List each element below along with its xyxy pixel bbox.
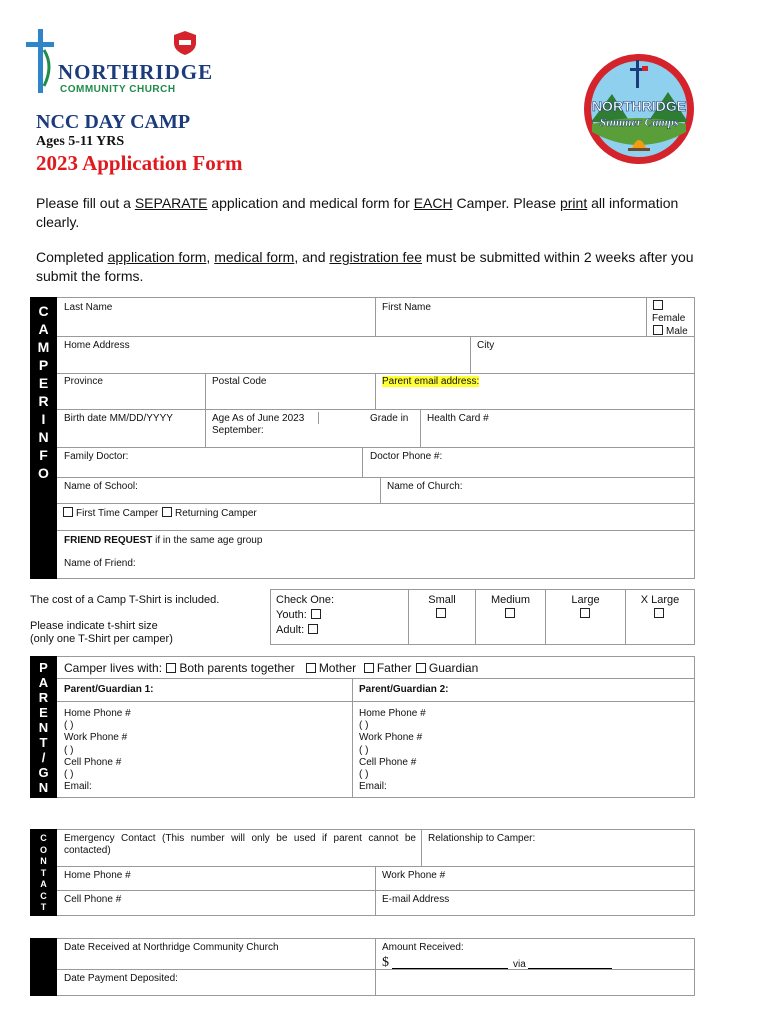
church-logo xyxy=(24,26,214,98)
badge-title: NORTHRIDGE xyxy=(591,98,687,114)
father-checkbox[interactable] xyxy=(364,663,374,673)
amount-received-label: Amount Received: xyxy=(382,942,464,953)
large-checkbox[interactable] xyxy=(580,608,590,618)
both-parents-checkbox[interactable] xyxy=(166,663,176,673)
parent-2-fields[interactable]: Home Phone # ( ) Work Phone # ( ) Cell Phone # ( ) Email: xyxy=(359,708,426,793)
school-field[interactable]: Name of School: xyxy=(64,481,138,492)
parent-1-heading: Parent/Guardian 1: xyxy=(64,684,154,695)
parent-1-fields[interactable]: Home Phone # ( ) Work Phone # ( ) Cell Phone # ( ) Email: xyxy=(64,708,131,793)
emergency-contact-field[interactable]: Emergency Contact (This number will only be used if parent cannot be contacted) xyxy=(64,833,416,856)
size-large[interactable]: Large xyxy=(546,593,625,621)
size-xlarge[interactable]: X Large xyxy=(626,593,694,621)
salvation-army-shield-icon xyxy=(172,30,198,56)
september-label: September: xyxy=(212,425,264,436)
contact-home-phone-field[interactable]: Home Phone # xyxy=(64,870,131,881)
health-card-field[interactable]: Health Card # xyxy=(427,413,489,424)
returning-label: Returning Camper xyxy=(175,508,257,519)
medium-checkbox[interactable] xyxy=(505,608,515,618)
camp-title: NCC DAY CAMP xyxy=(36,111,191,133)
parent-2-heading: Parent/Guardian 2: xyxy=(359,684,449,695)
gender-options xyxy=(652,300,688,338)
camper-info-label: C A M P E R I N F O xyxy=(37,303,50,481)
xlarge-checkbox[interactable] xyxy=(654,608,664,618)
badge-subtitle: Summer Camps xyxy=(599,115,679,129)
friend-request-label: FRIEND REQUEST if in the same age group xyxy=(64,535,263,546)
first-time-label: First Time Camper xyxy=(76,508,159,519)
last-name-field[interactable]: Last Name xyxy=(64,302,113,313)
contact-work-phone-field[interactable]: Work Phone # xyxy=(382,870,446,881)
form-title: 2023 Application Form xyxy=(36,151,243,175)
dollar-sign: $ xyxy=(382,955,389,970)
via-label: via xyxy=(513,959,526,970)
amount-input-line[interactable] xyxy=(392,968,508,969)
city-field[interactable]: City xyxy=(477,340,495,351)
office-sidebar xyxy=(30,938,57,996)
youth-checkbox[interactable] xyxy=(311,609,321,619)
doctor-phone-field[interactable]: Doctor Phone #: xyxy=(370,451,443,462)
via-input-line[interactable] xyxy=(528,968,612,969)
church-field[interactable]: Name of Church: xyxy=(387,481,463,492)
logo-subname: COMMUNITY CHURCH xyxy=(60,84,176,95)
mother-checkbox[interactable] xyxy=(306,663,316,673)
friend-name-field[interactable]: Name of Friend: xyxy=(64,558,136,569)
adult-checkbox[interactable] xyxy=(308,624,318,634)
camper-status xyxy=(62,507,257,519)
contact-label: C O N T A C T xyxy=(39,833,47,912)
age-label: Age As of June 2023 xyxy=(212,413,305,424)
female-label: Female xyxy=(652,313,686,324)
relationship-field[interactable]: Relationship to Camper: xyxy=(428,833,536,844)
date-received-field[interactable]: Date Received at Northridge Community Church xyxy=(64,942,279,953)
family-doctor-field[interactable]: Family Doctor: xyxy=(64,451,129,462)
summer-camps-badge xyxy=(582,52,696,166)
age-range: Ages 5-11 YRS xyxy=(36,134,125,149)
first-name-field[interactable]: First Name xyxy=(382,302,431,313)
parent-email-field[interactable]: Parent email address: xyxy=(382,376,480,387)
size-medium[interactable]: Medium xyxy=(476,593,545,621)
contact-email-field[interactable]: E-mail Address xyxy=(382,894,450,905)
returning-checkbox[interactable] xyxy=(162,507,172,517)
date-deposited-field[interactable]: Date Payment Deposited: xyxy=(64,973,178,984)
female-checkbox[interactable] xyxy=(653,300,663,310)
logo-name: NORTHRIDGE xyxy=(58,60,214,84)
guardian-checkbox[interactable] xyxy=(416,663,426,673)
province-field[interactable]: Province xyxy=(64,376,103,387)
birth-date-field[interactable]: Birth date MM/DD/YYYY xyxy=(64,413,173,424)
tshirt-age-group: Check One: Youth: Adult: xyxy=(276,594,335,636)
lives-with-row: Camper lives with: Both parents together Mother Father Guardian xyxy=(64,661,479,675)
home-address-field[interactable]: Home Address xyxy=(64,340,130,351)
size-small[interactable]: Small xyxy=(409,593,475,621)
tshirt-info: The cost of a Camp T-Shirt is included. Please indicate t-shirt size (only one T-Shirt per camper) xyxy=(30,594,220,645)
first-time-checkbox[interactable] xyxy=(63,507,73,517)
grade-field[interactable]: Grade in xyxy=(370,413,409,424)
age-field[interactable] xyxy=(212,413,304,437)
contact-cell-phone-field[interactable]: Cell Phone # xyxy=(64,894,122,905)
intro-paragraph-2: Completed application form, medical form, and registration fee must be submitted within 2 weeks after you submit the forms. xyxy=(36,249,694,284)
postal-code-field[interactable]: Postal Code xyxy=(212,376,267,387)
male-label: Male xyxy=(666,326,688,337)
small-checkbox[interactable] xyxy=(436,608,446,618)
parent-label: P A R E N T / G N xyxy=(38,660,49,795)
intro-paragraph-1: Please fill out a SEPARATE application and medical form for EACH Camper. Please print all information clearly. xyxy=(36,195,679,230)
male-checkbox[interactable] xyxy=(653,325,663,335)
